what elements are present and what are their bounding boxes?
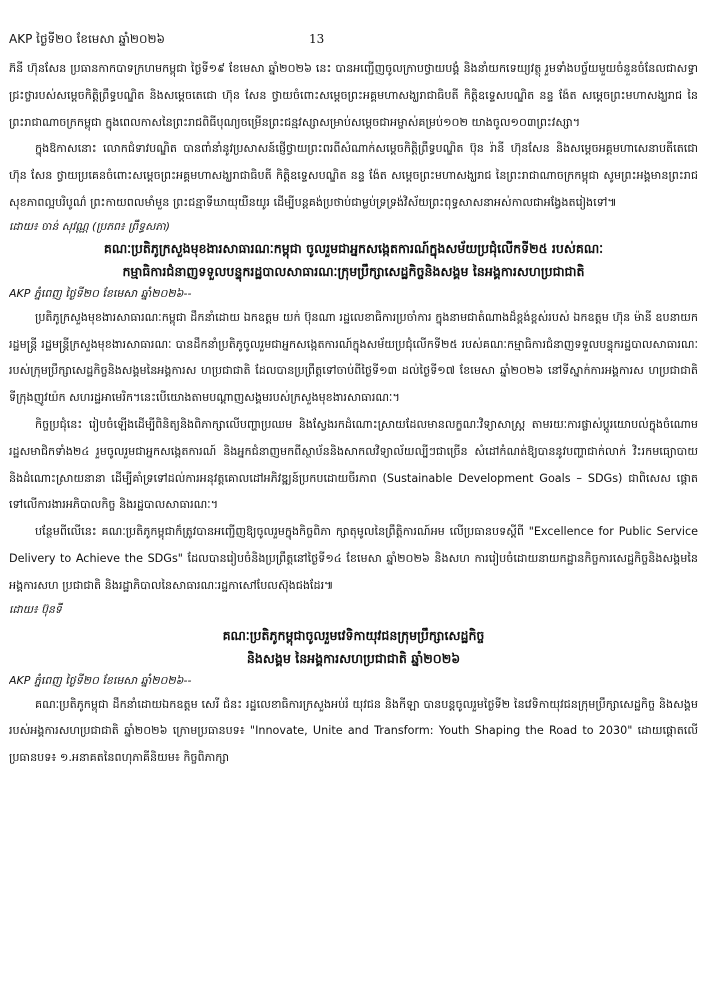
article-2-title-line-2: កម្មាធិការជំនាញទទួលបន្ទុករដ្ឋបាលសាធារណៈក្រុមប្រឹក្សាសេដ្ឋកិច្ចនិងសង្គម នៃអង្គការសហប្រជាជាតិ xyxy=(122,263,585,279)
article-3-title-line-1: គណៈប្រតិភូកម្ពុជាចូលរួមវេទិកាយុវជនក្រុមប្រឹក្សាសេដ្ឋកិច្ច xyxy=(222,627,485,643)
page-content xyxy=(9,56,698,1000)
article-2-byline: ដោយ៖ ប៊ុនទី xyxy=(9,602,62,616)
article-2-paragraph-2: កិច្ចប្រជុំនេះ រៀបចំឡើងដើម្បីពិនិត្យនិងពិភាក្សាលើបញ្ហាប្រឈម និងស្វែងរកដំណោះស្រាយដែលមានលក្ខណៈវិទ្យាសាស្ត្រ តាមរយៈការផ្លាស់ប្ដូរយោបល់ក្នុងចំណោមរដ្ឋសមាជិកទាំង២៤ រួមចូលរួមជាអ្នកសង្កេតការណ៍ និងអ្នកជំនាញមកពីស្ថាប័ននិងសាកលវិទ្យាល័យល្បីៗជាច្រើន សំដៅកំណត់ឱ្យបាននូវបញ្ហាជាក់លាក់ វិះរកមធ្យោបាយ និងដំណោះស្រាយនានា ដើម្បីគាំទ្រទៅដល់ការអនុវត្តគោលដៅអភិវឌ្ឍន៍ប្រកបដោយចីរភាព (Sustainable Development Goals – SDGs) ជាពិសេស ផ្ដោតទៅលើការងារអភិបាលកិច្ច និងរដ្ឋបាលសាធារណៈ។ xyxy=(9,417,698,512)
article-1-paragraph-1: ភ៊នី ហ៊ុនសែន ប្រធានកាកបាទក្រហមកម្ពុជា ថ្ងៃទី១៩ ខែមេសា ឆ្នាំ២០២៦ នេះ បានអញ្ជើញចូលក្រាបថ្វាយបង្គំ និងនាំយកទេយ្យវត្ថុ រួមទាំងបច្ច័យមួយចំនួនចំនែលជាសទ្ធាជ្រះថ្លារបស់សម្ដេចកិត្តិព្រឹទ្ធបណ្ឌិត និងសម្ដេចតេជោ ហ៊ុន សែន ថ្វាយចំពោះសម្ដេចព្រះអគ្គមហាសង្ឃរាជាធិបតី កិត្តិឧទ្ទេសបណ្ឌិត នន្ទ ង៉ែត សម្ដេចព្រះមហាសង្ឃរាជ នៃព្រះរាជាណាចក្រកម្ពុជា ក្នុងពេលកាសនៃព្រះរាជពិធីបុណ្យចម្រើនព្រះជន្មវស្សាសម្រាប់សម្ដេចជាអម្ចាស់គម្រប់១០២ យាងចូល១០៣ព្រះវស្សា។ xyxy=(9,62,698,129)
article-3-dateline: AKP ភ្នំពេញ ថ្ងៃទី២០ ខែមេសា ឆ្នាំ២០២៦-- xyxy=(9,673,192,687)
article-3 xyxy=(9,624,698,772)
page-number: 13 xyxy=(309,32,325,46)
header-date: AKP ថ្ងៃទី២០ ខែមេសា ឆ្នាំ២០២៦ xyxy=(9,32,166,46)
article-2 xyxy=(9,237,698,620)
article-2-paragraph-1: ប្រតិភូក្រសួងមុខងារសាធារណៈកម្ពុជា ដឹកនាំដោយ ឯកឧត្តម យក់ ប៊ុនណា រដ្ឋលេខាធិការប្រចាំការ ក្នុងនាមជាតំណាងដ៏ខ្ពង់ខ្ពស់របស់ ឯកឧត្តម ហ៊ុន ម៉ានី ឧបនាយករដ្ឋមន្ត្រី រដ្ឋមន្ត្រីក្រសួងមុខងារសាធារណៈ បានដឹកនាំប្រតិភូចូលរួមជាអ្នកសង្កេតការណ៍ក្នុងសម័យប្រជុំលើកទី២៥ របស់គណៈកម្មាធិការជំនាញទទួលបន្ទុករដ្ឋបាលសាធារណៈ របស់ក្រុមប្រឹក្សាសេដ្ឋកិច្ចនិងសង្គមនៃអង្គការស ហប្រជាជាតិ ដែលបានប្រព្រឹត្តទៅចាប់ពីថ្ងៃទី១៣ ដល់ថ្ងៃទី១៧ ខែមេសា ឆ្នាំ២០២៦ នៅទីស្នាក់ការអង្គការស ហប្រជាជាតិ ទីក្រុងញូវយ៉ក សហរដ្ឋអាមេរិក។នេះបើយោងតាមបណ្ដាញសង្គមរបស់ក្រសួងមុខងារសាធារណៈ។ xyxy=(9,310,698,405)
article-3-paragraph-1: គណៈប្រតិភូកម្ពុជា ដឹកនាំដោយឯកឧត្តម សេរី ជំនះ រដ្ឋលេខាធិការក្រសួងអប់រំ យុវជន និងកីឡា បានបន្តចូលរួមថ្ងៃទី២ នៃវេទិកាយុវជនក្រុមប្រឹក្សាសេដ្ឋកិច្ច និងសង្គមរបស់អង្គការសហប្រជាជាតិ ឆ្នាំ២០២៦ ក្រោមប្រធានបទ៖ "Innovate, Unite and Transform: Youth Shaping the Road to 2030" ដោយផ្ដោតលើប្រធានបទ៖ ១.អនាគតនៃពហុភាគីនិយម៖ កិច្ចពិភាក្សា xyxy=(9,697,698,765)
article-1 xyxy=(9,56,698,237)
page-header xyxy=(9,28,698,50)
article-1-paragraph-2: ក្នុងឱកាសនោះ លោកជំទាវបណ្ឌិត បានពាំនាំនូវប្រសាសន៍ផ្ញើថ្វាយព្រះពរពីសំណាក់សម្ដេចកិត្តិព្រឹទ្ធបណ្ឌិត ប៊ុន រ៉ានី ហ៊ុនសែន និងសម្ដេចអគ្គមហាសេនាបតីតេជោ ហ៊ុន សែន ថ្វាយប្រគេនចំពោះសម្ដេចព្រះអគ្គមហាសង្ឃរាជាធិបតី កិត្តិឧទ្ទេសបណ្ឌិត នន្ទ ង៉ែត សម្ដេចព្រះមហាសង្ឃរាជ នៃព្រះរាជាណាចក្រកម្ពុជា សូមព្រះអង្គមានព្រះរាជសុខភាពល្អបរិបូណ៌ ព្រះកាយពលមាំមួន ព្រះជន្មាទីឃាយុយឺនយូរ ដើម្បីបន្តគង់ប្រថាប់ជាម្លប់ទ្រទ្រង់វិស័យព្រះពុទ្ធសាសនាអស់កាលជាអង្វែងតរៀងទៅ៕ xyxy=(9,142,698,209)
article-3-title-line-2: និងសង្គម នៃអង្គការសហប្រជាជាតិ ឆ្នាំ២០២៦ xyxy=(246,650,461,666)
article-1-byline: ដោយ៖ ចាន់ សុវណ្ណ (ប្រភព៖ ព្រឹទ្ធសភា) xyxy=(9,219,170,233)
article-2-dateline: AKP ភ្នំពេញ ថ្ងៃទី២០ ខែមេសា ឆ្នាំ២០២៦-- xyxy=(9,286,192,300)
article-2-title-line-1: គណៈប្រតិភូក្រសួងមុខងារសាធារណៈកម្ពុជា ចូលរួមជាអ្នកសង្កេតការណ៍ក្នុងសម័យប្រជុំលើកទី២៥ របស់គណៈ xyxy=(103,240,604,256)
article-2-paragraph-3: បន្ថែមពីលើនេះ គណៈប្រតិភូកម្ពុជាក៏ត្រូវបានអញ្ជើញឱ្យចូលរួមក្នុងកិច្ចពិភា ក្សាតុមូលនៃព្រឹត្តិការណ៍អម លើប្រធានបទស្ដីពី "Excellence for Public Service Delivery to Achieve the SDGs" ដែលបានរៀបចំនិងប្រព្រឹត្តនៅថ្ងៃទី១៤ ខែមេសា ឆ្នាំ២០២៦ និងសហ ការរៀបចំដោយនាយកដ្ឋានកិច្ចការសេដ្ឋកិច្ចនិងសង្គមនៃអង្គការសហ ប្រជាជាតិ និងរដ្ឋាភិបាលនៃសាធារណៈរដ្ឋកាសៅបែលស៊ុងជងដែរ៕ xyxy=(9,525,698,592)
